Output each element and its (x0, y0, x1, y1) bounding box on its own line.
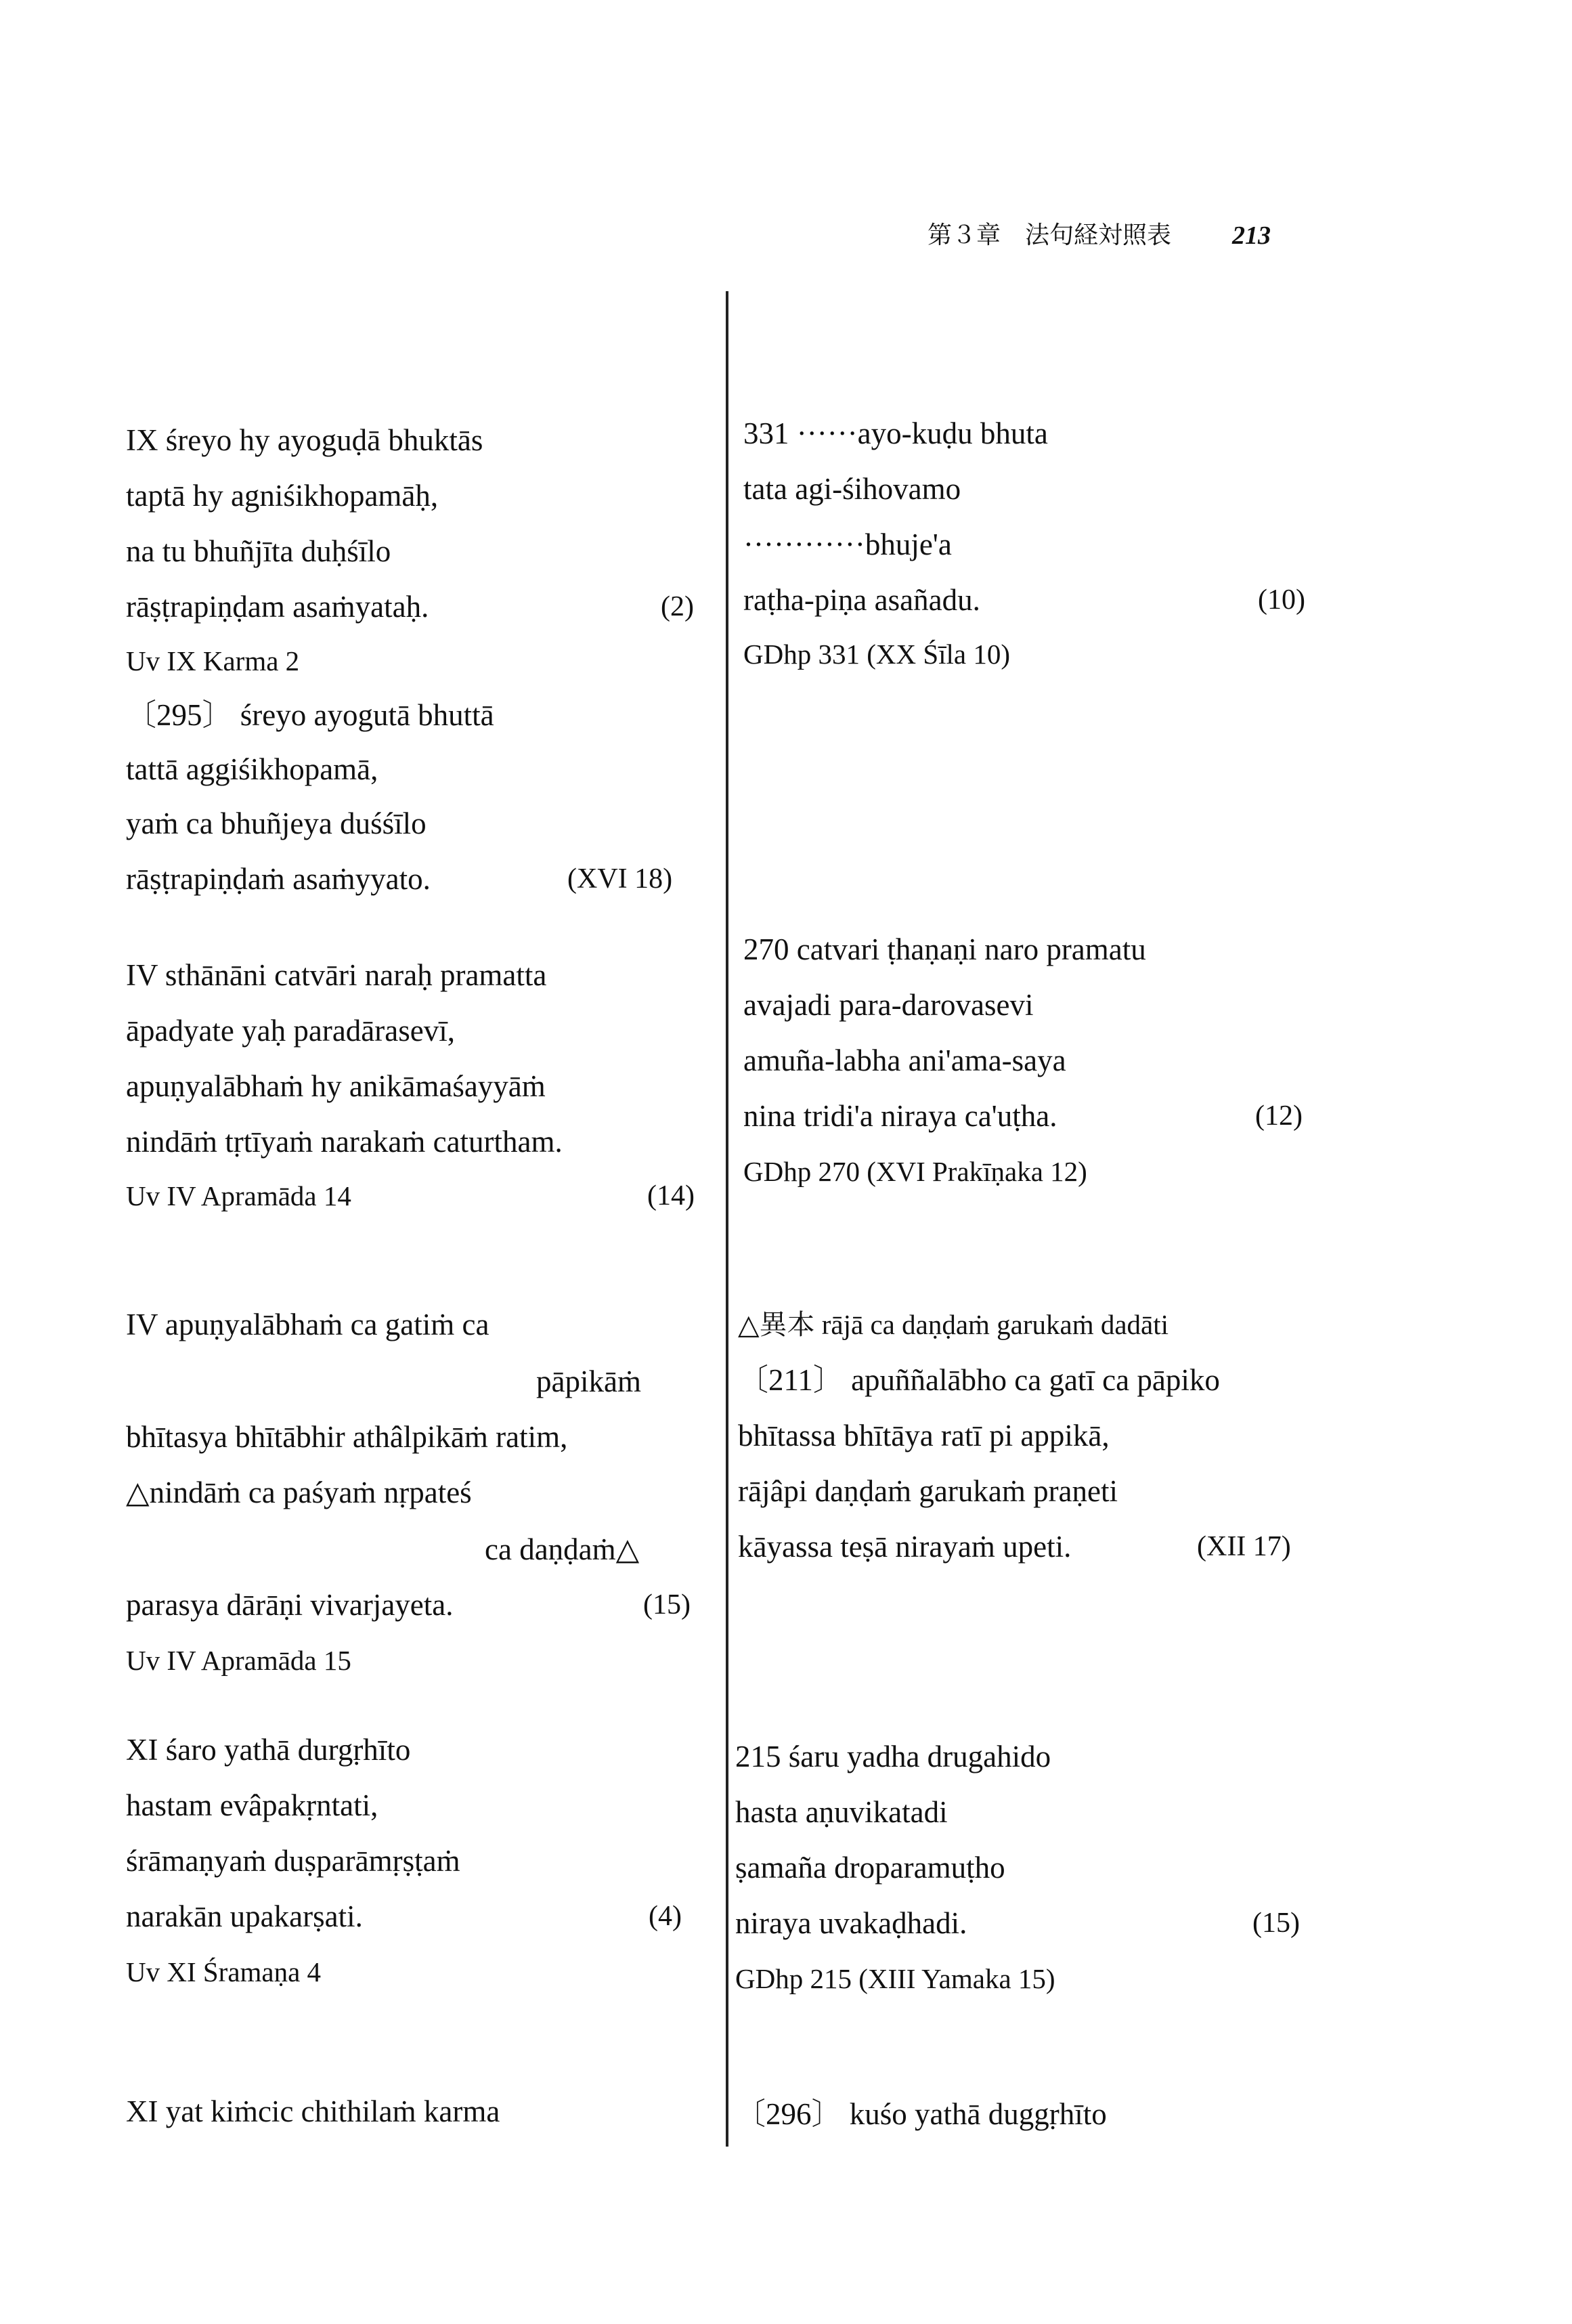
right-verse-line: tata agi-śihovamo (743, 472, 961, 506)
left-verse-line: XI śaro yathā durgṛhīto (126, 1733, 411, 1767)
left-verse-line: na tu bhuñjīta duḥśīlo (126, 534, 391, 568)
left-verse-line: parasya dārāṇi vivarjayeta. (126, 1588, 454, 1622)
right-verse-line: 〔296〕 kuśo yathā duggṛhīto (735, 2097, 1107, 2131)
source-reference: Uv IV Apramāda 14 (126, 1180, 351, 1211)
left-verse-line: narakān upakarṣati. (126, 1899, 363, 1933)
right-verse-line: △異本 rājā ca daṇḍaṁ garukaṁ dadāti (738, 1309, 1169, 1340)
verse-number-mark: (15) (643, 1589, 691, 1620)
right-verse-line: kāyassa teṣā nirayaṁ upeti. (738, 1530, 1072, 1564)
source-reference: GDhp 270 (XVI Prakīṇaka 12) (743, 1156, 1087, 1187)
left-verse-line: rāṣṭrapiṇḍaṁ asaṁyyato. (126, 862, 431, 896)
left-verse-line: △nindāṁ ca paśyaṁ nṛpateś (126, 1476, 472, 1509)
left-verse-line: ca daṇḍaṁ△ (485, 1532, 640, 1566)
right-verse-line: 〔211〕 apuññalābho ca gatī ca pāpiko (738, 1363, 1220, 1397)
left-verse-line: IV apuṇyalābhaṁ ca gatiṁ ca (126, 1308, 489, 1341)
verse-number-mark: (14) (647, 1180, 695, 1211)
verse-number-mark: (12) (1255, 1100, 1303, 1132)
right-verse-line: niraya uvakaḍhadi. (735, 1906, 967, 1940)
left-verse-line: bhītasya bhītābhir athâlpikāṁ ratim, (126, 1420, 568, 1454)
right-verse-line: hasta aṇuvikatadi (735, 1795, 948, 1829)
right-verse-line: ············bhuje'a (743, 528, 952, 561)
verse-number-mark: (10) (1258, 584, 1305, 616)
verse-number-mark: (XVI 18) (567, 863, 673, 895)
right-verse-line: ṣamaña droparamuṭho (735, 1851, 1005, 1885)
left-verse-line: āpadyate yaḥ paradārasevī, (126, 1014, 455, 1048)
left-verse-line: yaṁ ca bhuñjeya duśśīlo (126, 806, 427, 840)
left-verse-line: pāpikāṁ (536, 1364, 641, 1398)
left-verse-line: nindāṁ tṛtīyaṁ narakaṁ caturtham. (126, 1125, 563, 1159)
right-verse-line: rājâpi daṇḍaṁ garukaṁ praṇeti (738, 1474, 1118, 1508)
left-verse-line: rāṣṭrapiṇḍam asaṁyataḥ. (126, 590, 429, 624)
left-verse-line: IX śreyo hy ayoguḍā bhuktās (126, 423, 483, 457)
left-verse-line: IV sthānāni catvāri naraḥ pramatta (126, 958, 547, 992)
right-verse-line: 331 ······ayo-kuḍu bhuta (743, 416, 1048, 450)
right-verse-line: 270 catvari ṭhaṇaṇi naro pramatu (743, 932, 1146, 966)
verse-number-mark: (4) (649, 1901, 682, 1932)
source-reference: Uv IX Karma 2 (126, 645, 300, 676)
right-verse-line: amuña-labha ani'ama-saya (743, 1043, 1066, 1077)
right-verse-line: nina tridi'a niraya ca'uṭha. (743, 1099, 1057, 1133)
left-verse-line: śrāmaṇyaṁ duṣparāmṛṣṭaṁ (126, 1844, 460, 1878)
left-verse-line: tattā aggiśikhopamā, (126, 752, 378, 786)
left-verse-line: taptā hy agniśikhopamāḥ, (126, 479, 439, 513)
right-verse-line: bhītassa bhītāya ratī pi appikā, (738, 1419, 1110, 1452)
left-verse-line: apuṇyalābhaṁ hy anikāmaśayyāṁ (126, 1069, 546, 1103)
page-number: 213 (1232, 221, 1271, 250)
source-reference: Uv IV Apramāda 15 (126, 1645, 351, 1676)
right-verse-line: raṭha-piṇa asañadu. (743, 583, 980, 617)
left-verse-line: XI yat kiṁcic chithilaṁ karma (126, 2094, 500, 2128)
left-verse-line: hastam evâpakṛntati, (126, 1788, 378, 1822)
verse-number-mark: (XII 17) (1197, 1531, 1291, 1562)
left-verse-line: 〔295〕 śreyo ayogutā bhuttā (126, 698, 494, 732)
source-reference: Uv XI Śramaṇa 4 (126, 1956, 322, 1987)
right-verse-line: 215 śaru yadha drugahido (735, 1740, 1051, 1773)
source-reference: GDhp 215 (XIII Yamaka 15) (735, 1963, 1055, 1994)
right-verse-line: avajadi para-darovasevi (743, 988, 1034, 1022)
running-header-title: 第３章 法句経対照表 (927, 221, 1172, 249)
verse-number-mark: (15) (1252, 1908, 1300, 1939)
verse-number-mark: (2) (661, 591, 694, 622)
column-divider (726, 291, 728, 2147)
source-reference: GDhp 331 (XX Śīla 10) (743, 639, 1011, 670)
